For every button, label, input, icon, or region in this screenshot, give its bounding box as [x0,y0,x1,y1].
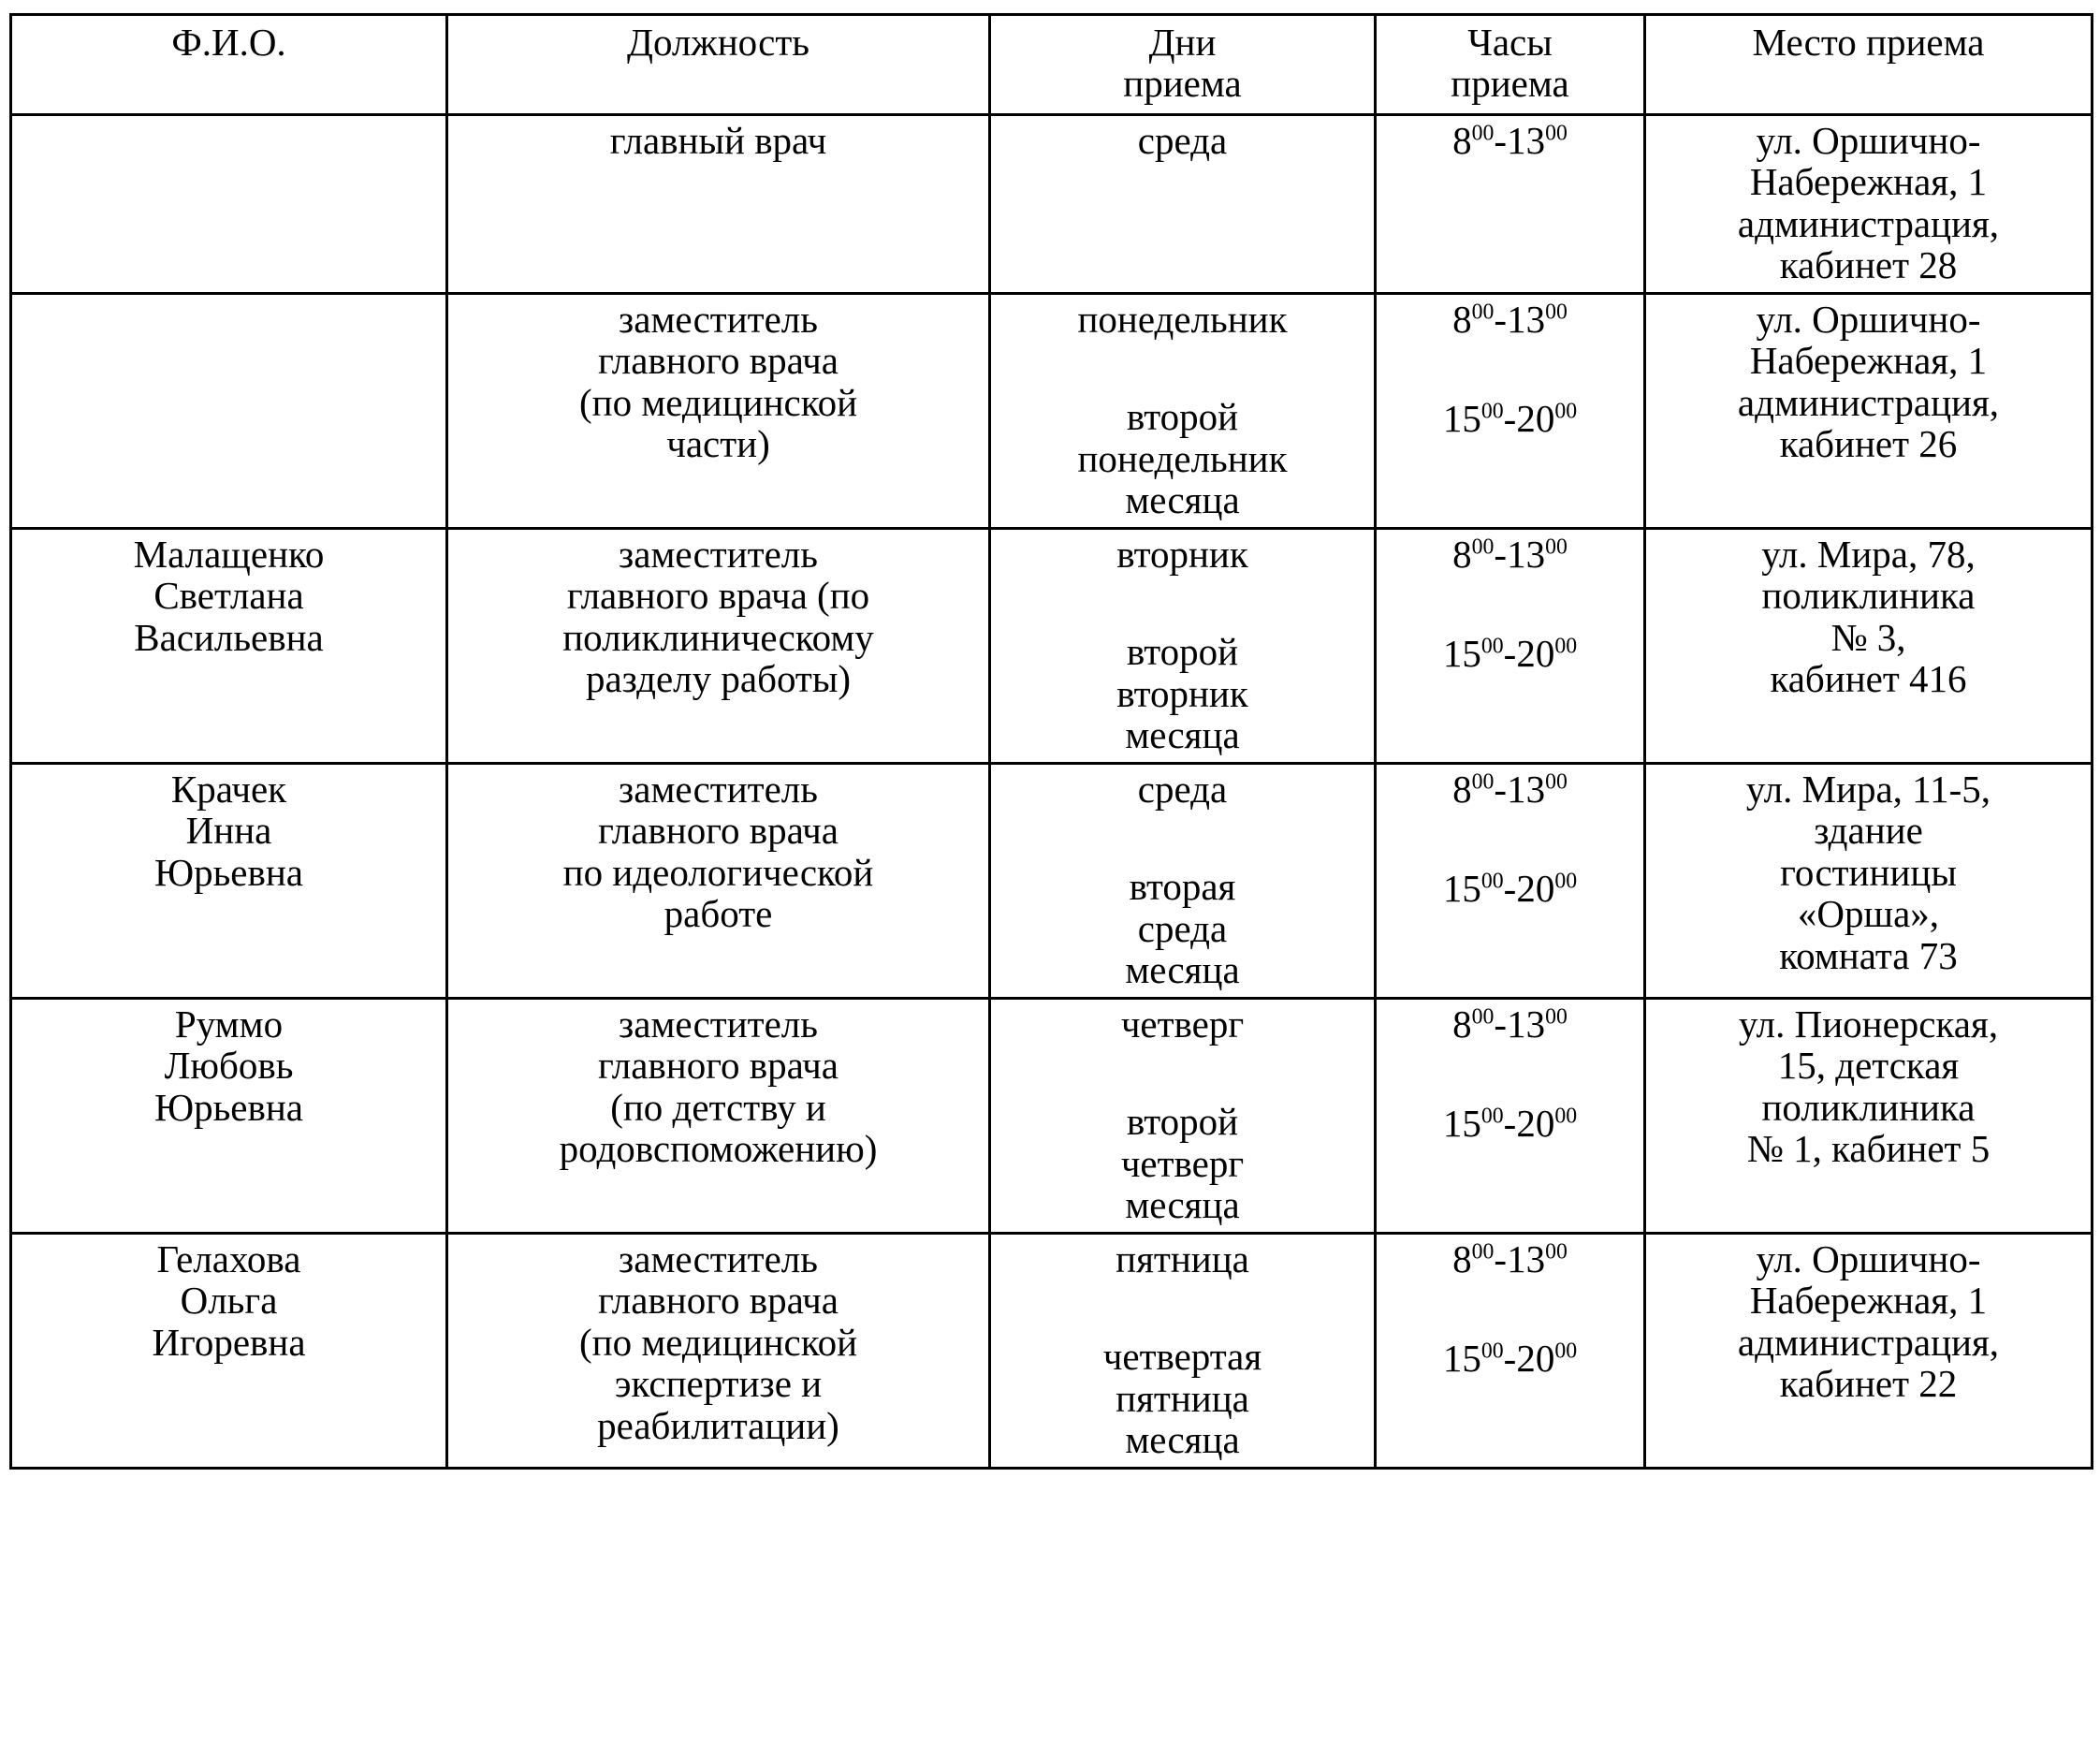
reception-place-line: ул. Оршично- [1756,119,1981,162]
table-row [11,293,2093,528]
reception-day-line: четверг [1120,1002,1245,1046]
time-start-hour: 8 [1452,532,1472,576]
time-end-hour: 13 [1507,767,1546,811]
time-range-dash: - [1503,632,1517,676]
cell-reception-days [990,998,1376,1233]
cell-position [447,293,990,528]
time-end-hour: 13 [1507,1002,1546,1046]
cell-full-name [11,763,447,998]
time-end-minute: 00 [1545,300,1568,325]
cell-full-name [11,293,447,528]
reception-day-line: пятница [1116,1236,1249,1280]
time-start-hour: 15 [1442,1337,1481,1381]
reception-time-slot [1382,398,1638,439]
time-end-minute: 00 [1554,869,1578,894]
reception-day-group [997,1238,1368,1280]
position-line: заместитель [619,297,818,341]
time-range-dash: - [1503,397,1517,441]
reception-time-slot [1382,299,1638,340]
time-end-hour: 20 [1516,1102,1555,1146]
reception-day-group [997,866,1368,990]
reception-place-line: кабинет 22 [1779,1362,1958,1406]
reception-day-line: месяца [1125,948,1240,992]
time-start-minute: 00 [1471,1004,1495,1030]
cell-reception-hours [1376,528,1645,763]
table-header [11,15,2093,115]
name-line: Васильевна [134,615,324,659]
name-line: Руммо [174,1002,284,1046]
position-line: главного врача [598,1044,839,1088]
reception-day-line: четверг [1120,1141,1245,1185]
time-start-minute: 00 [1480,1104,1504,1129]
position-line: главного врача [598,1279,839,1323]
time-end-hour: 13 [1507,119,1546,162]
position-line: заместитель [619,1236,818,1280]
reception-time-slot [1382,534,1638,575]
cell-reception-days [990,115,1376,294]
reception-day-group [997,120,1368,161]
reception-day-group [997,768,1368,810]
cell-reception-hours [1376,998,1645,1233]
cell-full-name [11,115,447,294]
time-start-minute: 00 [1480,634,1504,659]
reception-day-line: месяца [1125,1418,1240,1462]
reception-place-line: кабинет 416 [1770,657,1967,701]
reception-place-line: гостиницы [1780,850,1957,894]
position-line: части) [666,422,770,466]
position-line: (по детству и [610,1085,826,1129]
position-line: работе [664,892,773,936]
column-header-line: приема [1451,62,1569,106]
reception-day-group [997,631,1368,755]
cell-position [447,998,990,1233]
name-line: Крачек [170,767,287,811]
reception-time-slot [1382,768,1638,810]
table-row [11,1233,2093,1468]
time-start-minute: 00 [1480,1339,1504,1364]
table-body [11,115,2093,1469]
reception-time-slot [1382,1003,1638,1045]
reception-place-line: комната 73 [1779,933,1958,977]
time-start-minute: 00 [1471,534,1495,560]
position-line: заместитель [619,1002,818,1046]
position-line: главного врача [598,339,839,383]
name-line: Малащенко [133,532,325,576]
time-start-hour: 15 [1442,632,1481,676]
time-start-hour: 8 [1452,297,1472,341]
reception-time-slot [1382,1238,1638,1280]
reception-day-line: месяца [1125,478,1240,522]
cell-reception-days [990,1233,1376,1468]
time-end-hour: 20 [1516,1337,1555,1381]
position-line: главного врача [598,809,839,853]
reception-place-line: администрация, [1737,1320,2000,1364]
reception-place-line: ул. Оршично- [1756,1236,1981,1280]
reception-time-slot [1382,868,1638,909]
reception-place-line: администрация, [1737,380,2000,424]
reception-day-line: пятница [1116,1376,1249,1420]
time-range-dash: - [1503,1102,1517,1146]
cell-reception-place [1645,293,2093,528]
time-range-dash: - [1494,297,1508,341]
position-line: заместитель [619,767,818,811]
table-row [11,763,2093,998]
time-end-minute: 00 [1545,121,1568,146]
time-end-hour: 20 [1516,397,1555,441]
name-line: Юрьевна [153,850,304,894]
position-line: реабилитации) [597,1403,839,1447]
reception-day-line: второй [1126,395,1239,439]
time-end-hour: 20 [1516,867,1555,911]
reception-place-line: здание [1814,809,1923,853]
name-line: Гелахова [156,1236,301,1280]
reception-day-line: второй [1126,1100,1239,1144]
table-row [11,998,2093,1233]
reception-day-group [997,1003,1368,1045]
time-end-hour: 13 [1507,297,1546,341]
column-header-line: Ф.И.О. [171,21,286,64]
cell-reception-place [1645,528,2093,763]
cell-position [447,1233,990,1468]
reception-time-slot [1382,1103,1638,1144]
time-range-dash: - [1494,1002,1508,1046]
reception-place-line: кабинет 26 [1779,422,1958,466]
time-range-dash: - [1503,1337,1517,1381]
reception-day-line: месяца [1125,1183,1240,1227]
cell-reception-place [1645,998,2093,1233]
time-range-dash: - [1494,119,1508,162]
cell-reception-days [990,528,1376,763]
reception-place-line: кабинет 28 [1779,243,1958,287]
reception-day-line: месяца [1125,713,1240,757]
column-header-line: Дни [1148,21,1217,64]
time-end-minute: 00 [1554,634,1578,659]
cell-position [447,763,990,998]
header-row [11,15,2093,115]
time-end-minute: 00 [1554,1104,1578,1129]
time-start-minute: 00 [1471,1239,1495,1265]
reception-day-line: понедельник [1077,436,1288,480]
reception-day-line: вторая [1129,865,1236,909]
cell-full-name [11,1233,447,1468]
reception-time-slot [1382,120,1638,161]
column-header-line: приема [1123,62,1242,106]
reception-place-line: поликлиника [1761,574,1976,618]
time-end-minute: 00 [1554,399,1578,424]
time-start-minute: 00 [1480,399,1504,424]
reception-time-slot [1382,633,1638,674]
reception-day-group [997,1336,1368,1460]
name-line: Юрьевна [153,1085,304,1129]
cell-reception-hours [1376,1233,1645,1468]
reception-place-line: ул. Мира, 78, [1761,532,1976,576]
column-header-line: Место приема [1752,21,1985,64]
reception-day-line: вторник [1116,671,1248,715]
reception-day-line: среда [1137,906,1228,950]
name-line: Светлана [153,574,304,618]
name-line: Ольга [180,1279,278,1323]
time-start-hour: 8 [1452,1002,1472,1046]
cell-reception-hours [1376,763,1645,998]
reception-place-line: «Орша», [1797,892,1940,936]
cell-position [447,115,990,294]
time-start-minute: 00 [1471,300,1495,325]
name-line: Любовь [164,1044,294,1088]
column-header-place [1645,15,2093,115]
reception-place-line: Набережная, 1 [1749,1279,1988,1323]
time-end-hour: 13 [1507,1236,1546,1280]
time-end-hour: 13 [1507,532,1546,576]
time-range-dash: - [1494,767,1508,811]
cell-reception-hours [1376,293,1645,528]
reception-day-group [997,396,1368,520]
time-range-dash: - [1503,867,1517,911]
position-line: главного врача (по [566,574,870,618]
time-range-dash: - [1494,1236,1508,1280]
time-range-dash: - [1494,532,1508,576]
time-start-minute: 00 [1471,769,1495,795]
time-start-hour: 8 [1452,1236,1472,1280]
position-line: родовспоможению) [559,1127,878,1171]
column-header-fio [11,15,447,115]
time-start-hour: 15 [1442,867,1481,911]
reception-day-line: среда [1137,767,1228,811]
position-line: главный врач [609,119,827,162]
time-end-minute: 00 [1545,534,1568,560]
reception-schedule-table [9,13,2093,1470]
reception-day-line: четвертая [1102,1335,1262,1379]
time-start-hour: 15 [1442,1102,1481,1146]
time-start-hour: 8 [1452,119,1472,162]
cell-reception-place [1645,763,2093,998]
reception-day-line: второй [1126,630,1239,674]
cell-full-name [11,998,447,1233]
column-header-pos [447,15,990,115]
reception-place-line: ул. Пионерская, [1738,1002,1999,1046]
time-start-hour: 8 [1452,767,1472,811]
reception-place-line: поликлиника [1761,1085,1976,1129]
position-line: (по медицинской [578,380,858,424]
time-end-minute: 00 [1545,769,1568,795]
reception-day-group [997,534,1368,575]
time-end-minute: 00 [1545,1004,1568,1030]
position-line: по идеологической [562,850,874,894]
cell-reception-place [1645,115,2093,294]
time-end-minute: 00 [1554,1339,1578,1364]
reception-place-line: ул. Оршично- [1756,297,1981,341]
position-line: поликлиническому [562,615,874,659]
reception-place-line: № 3, [1830,615,1906,659]
position-line: экспертизе и [614,1362,823,1406]
cell-reception-days [990,763,1376,998]
reception-day-group [997,1101,1368,1225]
reception-day-group [997,299,1368,340]
time-start-minute: 00 [1480,869,1504,894]
position-line: заместитель [619,532,818,576]
reception-place-line: № 1, кабинет 5 [1746,1127,1991,1171]
reception-time-slot [1382,1338,1638,1379]
position-line: разделу работы) [585,657,852,701]
time-start-minute: 00 [1471,121,1495,146]
reception-place-line: Набережная, 1 [1749,339,1988,383]
reception-day-line: вторник [1116,532,1248,576]
cell-reception-hours [1376,115,1645,294]
column-header-hours [1376,15,1645,115]
reception-place-line: 15, детская [1777,1044,1960,1088]
column-header-days [990,15,1376,115]
cell-position [447,528,990,763]
position-line: (по медицинской [578,1320,858,1364]
table-row [11,115,2093,294]
reception-day-line: понедельник [1077,297,1288,341]
column-header-line: Часы [1467,21,1553,64]
cell-reception-place [1645,1233,2093,1468]
table-row [11,528,2093,763]
reception-place-line: администрация, [1737,201,2000,245]
cell-full-name [11,528,447,763]
reception-day-line: среда [1137,119,1228,162]
column-header-line: Должность [627,21,809,64]
time-end-hour: 20 [1516,632,1555,676]
time-start-hour: 15 [1442,397,1481,441]
name-line: Игоревна [152,1320,306,1364]
cell-reception-days [990,293,1376,528]
reception-place-line: Набережная, 1 [1749,160,1988,204]
time-end-minute: 00 [1545,1239,1568,1265]
name-line: Инна [185,809,272,853]
reception-place-line: ул. Мира, 11-5, [1745,767,1991,811]
